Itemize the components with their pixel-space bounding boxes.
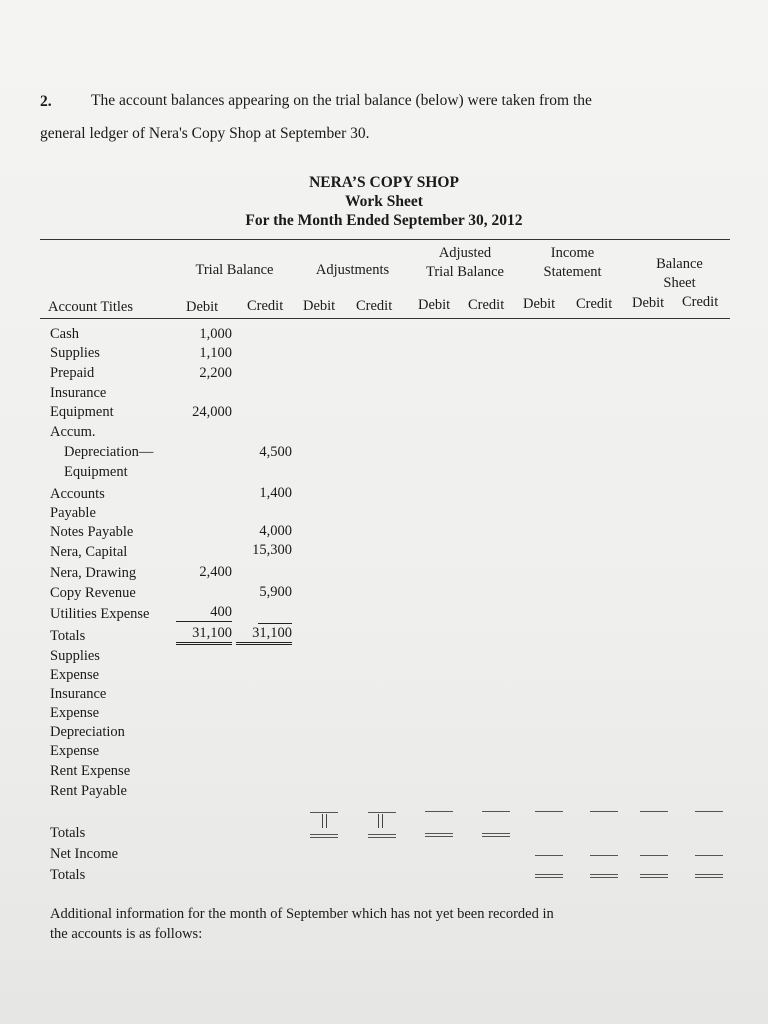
account-title: Accum. bbox=[50, 424, 96, 440]
account-title: Accounts bbox=[50, 486, 105, 502]
tick-mark bbox=[322, 814, 323, 828]
question-text-line2: general ledger of Nera's Copy Shop at September 30. bbox=[40, 125, 370, 142]
additional-info-line1: Additional information for the month of September which has not yet been recorded in bbox=[50, 906, 554, 922]
account-title: Insurance bbox=[50, 385, 107, 401]
atb-credit-rule bbox=[482, 811, 510, 812]
tb-credit-value: 4,000 bbox=[259, 523, 292, 539]
tb-debit-value: 1,100 bbox=[199, 345, 232, 361]
is-debit-final-rule bbox=[535, 874, 563, 875]
adj-debit-header: Debit bbox=[303, 298, 336, 314]
worksheet-period: For the Month Ended September 30, 2012 bbox=[245, 212, 523, 229]
tick-mark bbox=[382, 814, 383, 828]
totals-label: Totals bbox=[50, 825, 86, 841]
col-balance-line1: Balance bbox=[656, 256, 703, 272]
adj-debit-rule bbox=[310, 812, 338, 813]
account-title: Insurance bbox=[50, 686, 107, 702]
is-credit-rule bbox=[590, 811, 618, 812]
tb-credit-value: 15,300 bbox=[252, 542, 292, 558]
atb-debit-rule bbox=[425, 811, 453, 812]
tick-mark bbox=[378, 814, 379, 828]
account-title: Equipment bbox=[64, 464, 128, 480]
is-credit-subtotal-rule bbox=[590, 855, 618, 856]
is-debit-subtotal-rule bbox=[535, 855, 563, 856]
tb-credit-value: 1,400 bbox=[259, 485, 292, 501]
col-trial-balance: Trial Balance bbox=[195, 262, 274, 278]
bs-debit-final-rule bbox=[640, 874, 668, 875]
account-title: Expense bbox=[50, 705, 100, 721]
col-adjusted-line1: Adjusted bbox=[438, 245, 492, 261]
account-title: Rent Payable bbox=[50, 783, 127, 799]
question-number: 2. bbox=[40, 93, 52, 110]
net-income-label: Net Income bbox=[50, 846, 119, 862]
account-title: Prepaid bbox=[50, 365, 95, 381]
account-titles-header: Account Titles bbox=[48, 299, 133, 315]
col-income-line1: Income bbox=[550, 245, 595, 261]
tb-credit-value: 4,500 bbox=[259, 444, 292, 460]
bs-debit-final-rule bbox=[640, 877, 668, 878]
is-debit-header: Debit bbox=[523, 296, 556, 312]
bs-credit-final-rule bbox=[695, 877, 723, 878]
atb-debit-total-rule bbox=[425, 833, 453, 834]
final-totals-label: Totals bbox=[50, 867, 86, 883]
account-title: Equipment bbox=[50, 404, 114, 420]
is-credit-final-rule bbox=[590, 874, 618, 875]
account-title: Supplies bbox=[50, 648, 100, 664]
bs-credit-final-rule bbox=[695, 874, 723, 875]
col-balance-line2: Sheet bbox=[663, 275, 696, 291]
account-title: Payable bbox=[50, 505, 96, 521]
account-title: Expense bbox=[50, 667, 100, 683]
question-text-line1: The account balances appearing on the trial balance (below) were taken from the bbox=[91, 92, 592, 109]
atb-debit-header: Debit bbox=[418, 297, 451, 313]
adj-credit-total-rule bbox=[368, 834, 396, 835]
tb-credit-underline bbox=[258, 605, 292, 624]
bs-debit-header: Debit bbox=[632, 295, 665, 311]
worksheet-title: Work Sheet bbox=[345, 193, 423, 210]
col-income-line2: Statement bbox=[543, 264, 602, 280]
adj-credit-total-rule bbox=[368, 837, 396, 838]
company-name: NERA’S COPY SHOP bbox=[309, 174, 459, 191]
account-title: Nera, Drawing bbox=[50, 565, 137, 581]
account-title: Depreciation bbox=[50, 724, 125, 740]
account-title: Depreciation— bbox=[64, 444, 154, 460]
bs-credit-header: Credit bbox=[682, 294, 719, 310]
atb-credit-header: Credit bbox=[468, 297, 505, 313]
tb-credit-value: 5,900 bbox=[259, 584, 292, 600]
tb-debit-value: 400 bbox=[176, 604, 232, 622]
account-title: Rent Expense bbox=[50, 763, 131, 779]
header-rule-bottom bbox=[40, 318, 730, 319]
tb-debit-value: 24,000 bbox=[192, 404, 232, 420]
tb-debit-total: 31,100 bbox=[176, 625, 232, 645]
is-debit-rule bbox=[535, 811, 563, 812]
atb-credit-total-rule bbox=[482, 836, 510, 837]
bs-debit-subtotal-rule bbox=[640, 855, 668, 856]
account-title: Supplies bbox=[50, 345, 100, 361]
is-credit-final-rule bbox=[590, 877, 618, 878]
account-title: Expense bbox=[50, 743, 100, 759]
account-title: Totals bbox=[50, 628, 86, 644]
adj-debit-total-rule bbox=[310, 834, 338, 835]
tb-credit-total: 31,100 bbox=[236, 625, 292, 645]
col-adjusted-line2: Trial Balance bbox=[426, 264, 504, 280]
bs-credit-subtotal-rule bbox=[695, 855, 723, 856]
account-title: Nera, Capital bbox=[50, 544, 128, 560]
adj-credit-rule bbox=[368, 812, 396, 813]
tick-mark bbox=[326, 814, 327, 828]
account-title: Cash bbox=[50, 326, 79, 342]
is-debit-final-rule bbox=[535, 877, 563, 878]
tb-debit-header: Debit bbox=[186, 299, 219, 315]
adj-credit-header: Credit bbox=[356, 298, 393, 314]
col-adjustments: Adjustments bbox=[315, 262, 390, 278]
atb-credit-total-rule bbox=[482, 833, 510, 834]
account-title: Copy Revenue bbox=[50, 585, 136, 601]
is-credit-header: Credit bbox=[576, 296, 613, 312]
atb-debit-total-rule bbox=[425, 836, 453, 837]
bs-credit-rule bbox=[695, 811, 723, 812]
header-rule-top bbox=[40, 239, 730, 240]
account-title: Notes Payable bbox=[50, 524, 134, 540]
account-title: Utilities Expense bbox=[50, 606, 150, 622]
tb-credit-header: Credit bbox=[247, 298, 284, 314]
bs-debit-rule bbox=[640, 811, 668, 812]
tb-debit-value: 2,200 bbox=[199, 365, 232, 381]
tb-debit-value: 2,400 bbox=[199, 564, 232, 580]
tb-debit-value: 1,000 bbox=[199, 326, 232, 342]
adj-debit-total-rule bbox=[310, 837, 338, 838]
additional-info-line2: the accounts is as follows: bbox=[50, 926, 203, 942]
